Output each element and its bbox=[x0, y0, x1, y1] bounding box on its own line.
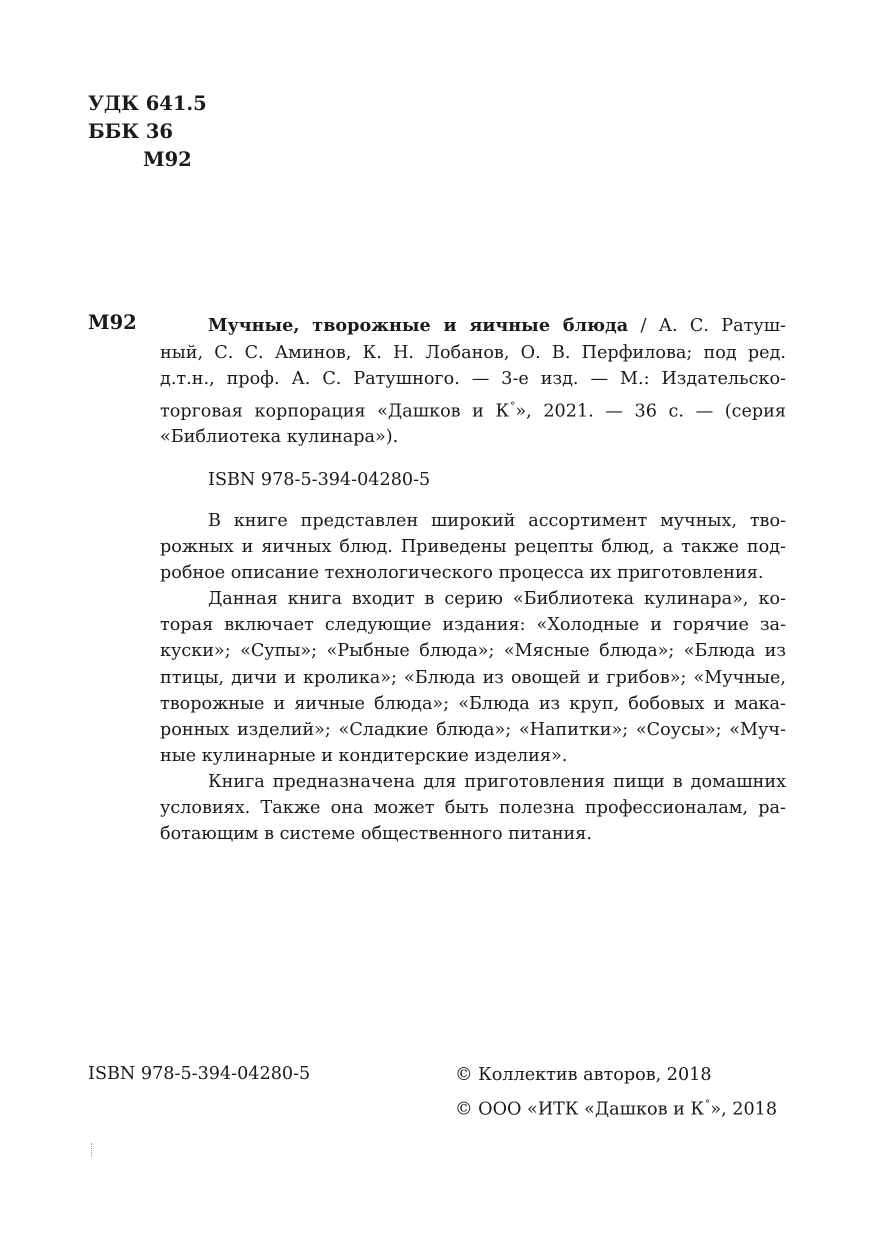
biblio-line: ный, С. С. Аминов, К. Н. Лобанов, О. В. Перфилова; под ред. bbox=[160, 342, 786, 363]
annotation-line: робное описание технологического процесса их приготовления. bbox=[160, 563, 764, 584]
author-sign-entry: М92 bbox=[88, 311, 137, 334]
copyright-publisher bbox=[455, 1090, 777, 1124]
copyright-authors: © Коллектив авторов, 2018 bbox=[455, 1065, 712, 1085]
biblio-line-1-rest: / А. С. Ратуш- bbox=[628, 316, 787, 336]
annotation-line: Данная книга входит в серию «Библиотека кулинара», ко- bbox=[208, 589, 786, 610]
biblio-line-4-pre: торговая корпорация «Дашков и К bbox=[160, 400, 510, 421]
margin-mark bbox=[91, 1143, 93, 1157]
biblio-line: д.т.н., проф. А. С. Ратушного. — 3-е изд. — М.: Издательско- bbox=[160, 369, 786, 389]
annotation-line: творожные и яичные блюда»; «Блюда из круп, бобовых и мака- bbox=[160, 693, 786, 714]
annotation-line: торая включает следующие издания: «Холодные и горячие за- bbox=[160, 615, 786, 636]
annotation-line: условиях. Также она может быть полезна профессионалам, ра- bbox=[160, 798, 786, 819]
author-sign: М92 bbox=[143, 148, 192, 171]
annotation-line: ронных изделий»; «Сладкие блюда»; «Напитки»; «Соусы»; «Муч- bbox=[160, 719, 786, 740]
annotation-line: Книга предназначена для приготовления пищи в домашних bbox=[208, 771, 786, 792]
isbn-record: ISBN 978-5-394-04280-5 bbox=[208, 470, 431, 490]
biblio-line-4-post: », 2021. — 36 с. — (серия bbox=[515, 400, 786, 421]
udk-code: УДК 641.5 bbox=[88, 92, 207, 115]
annotation-line: птицы, дичи и кролика»; «Блюда из овощей и грибов»; «Мучные, bbox=[160, 667, 786, 688]
annotation-line: куски»; «Супы»; «Рыбные блюда»; «Мясные блюда»; «Блюда из bbox=[160, 641, 786, 662]
book-title: Мучные, творожные и яичные блюда bbox=[208, 315, 629, 336]
copyright-publisher-post: », 2018 bbox=[710, 1099, 778, 1120]
biblio-line bbox=[160, 313, 786, 340]
biblio-line bbox=[160, 393, 786, 425]
annotation bbox=[160, 508, 786, 847]
degree-sign: ° bbox=[705, 1098, 711, 1110]
copyright-publisher-pre: © ООО «ИТК «Дашков и К bbox=[455, 1099, 705, 1120]
copyright-block bbox=[455, 1061, 777, 1124]
bbk-code: ББК 36 bbox=[88, 120, 173, 143]
degree-sign: ° bbox=[510, 399, 516, 412]
annotation-line: рожных и яичных блюд. Приведены рецепты блюд, а также под- bbox=[160, 537, 786, 558]
annotation-line: ботающим в системе общественного питания. bbox=[160, 824, 592, 845]
biblio-line: «Библиотека кулинара»). bbox=[160, 427, 399, 448]
footer-isbn: ISBN 978-5-394-04280-5 bbox=[88, 1064, 311, 1084]
annotation-line: ные кулинарные и кондитерские изделия». bbox=[160, 745, 568, 766]
annotation-line: В книге представлен широкий ассортимент мучных, тво- bbox=[208, 511, 786, 531]
bibliographic-record bbox=[160, 313, 786, 451]
